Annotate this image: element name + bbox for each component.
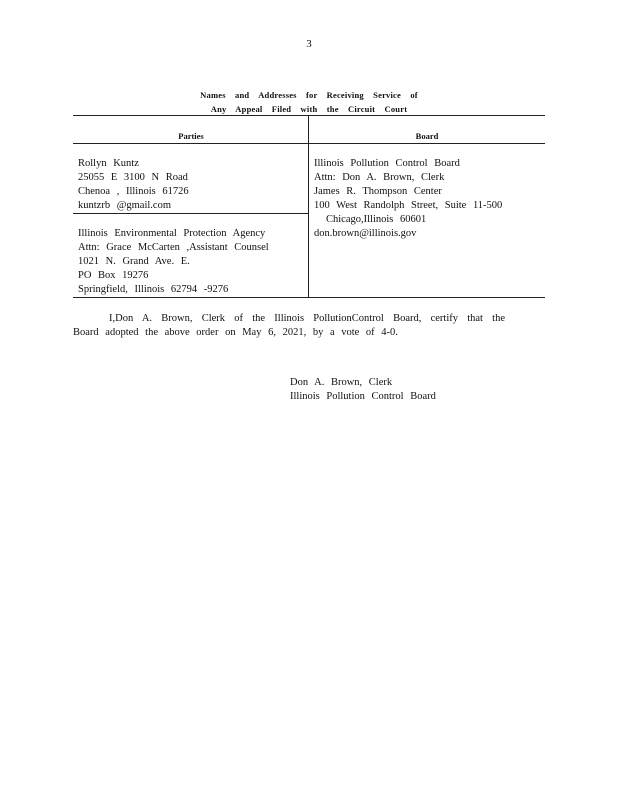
table-top-rule <box>73 115 545 116</box>
board-line: James R. Thompson Center <box>314 186 442 197</box>
signature-block <box>290 376 436 404</box>
signature-org: Illinois Pollution Control Board <box>290 391 436 402</box>
party1-line: kuntzrb @gmail.com <box>78 200 171 211</box>
col-header-parties: Parties <box>178 131 204 141</box>
header-bottom-rule <box>73 143 545 144</box>
board-line: Chicago,Illinois 60601 <box>326 214 427 225</box>
party2-line: 1021 N. Grand Ave. E. <box>78 256 190 267</box>
board-address <box>314 157 502 241</box>
board-line: don.brown@illinois.gov <box>314 228 417 239</box>
party-address-iepa <box>78 227 269 297</box>
party2-line: Springfield, Illinois 62794 -9276 <box>78 284 229 295</box>
party2-line: Attn: Grace McCarten ,Assistant Counsel <box>78 242 269 253</box>
parties-divider-rule <box>73 213 309 214</box>
table-bottom-rule <box>73 297 545 298</box>
board-line: Illinois Pollution Control Board <box>314 158 460 169</box>
certification-paragraph: I,Don A. Brown, Clerk of the Illinois PollutionControl Board, certify that the Board adopted the above order on May 6, 2021, by a vote of 4-0. <box>73 313 505 338</box>
heading-line-1: Names and Addresses for Receiving Service of <box>200 90 418 100</box>
party2-line: Illinois Environmental Protection Agency <box>78 228 266 239</box>
party1-line: Rollyn Kuntz <box>78 158 139 169</box>
signature-name: Don A. Brown, Clerk <box>290 377 393 388</box>
column-divider <box>308 115 309 297</box>
heading-line-2: Any Appeal Filed with the Circuit Court <box>210 104 408 114</box>
party2-line: PO Box 19276 <box>78 270 149 281</box>
board-line: Attn: Don A. Brown, Clerk <box>314 172 445 183</box>
party-address-kuntz <box>78 157 189 213</box>
col-header-board: Board <box>415 131 439 141</box>
board-line: 100 West Randolph Street, Suite 11-500 <box>314 200 503 211</box>
party1-line: 25055 E 3100 N Road <box>78 172 188 183</box>
party1-line: Chenoa , Illinois 61726 <box>78 186 189 197</box>
page-number: 3 <box>306 38 312 50</box>
